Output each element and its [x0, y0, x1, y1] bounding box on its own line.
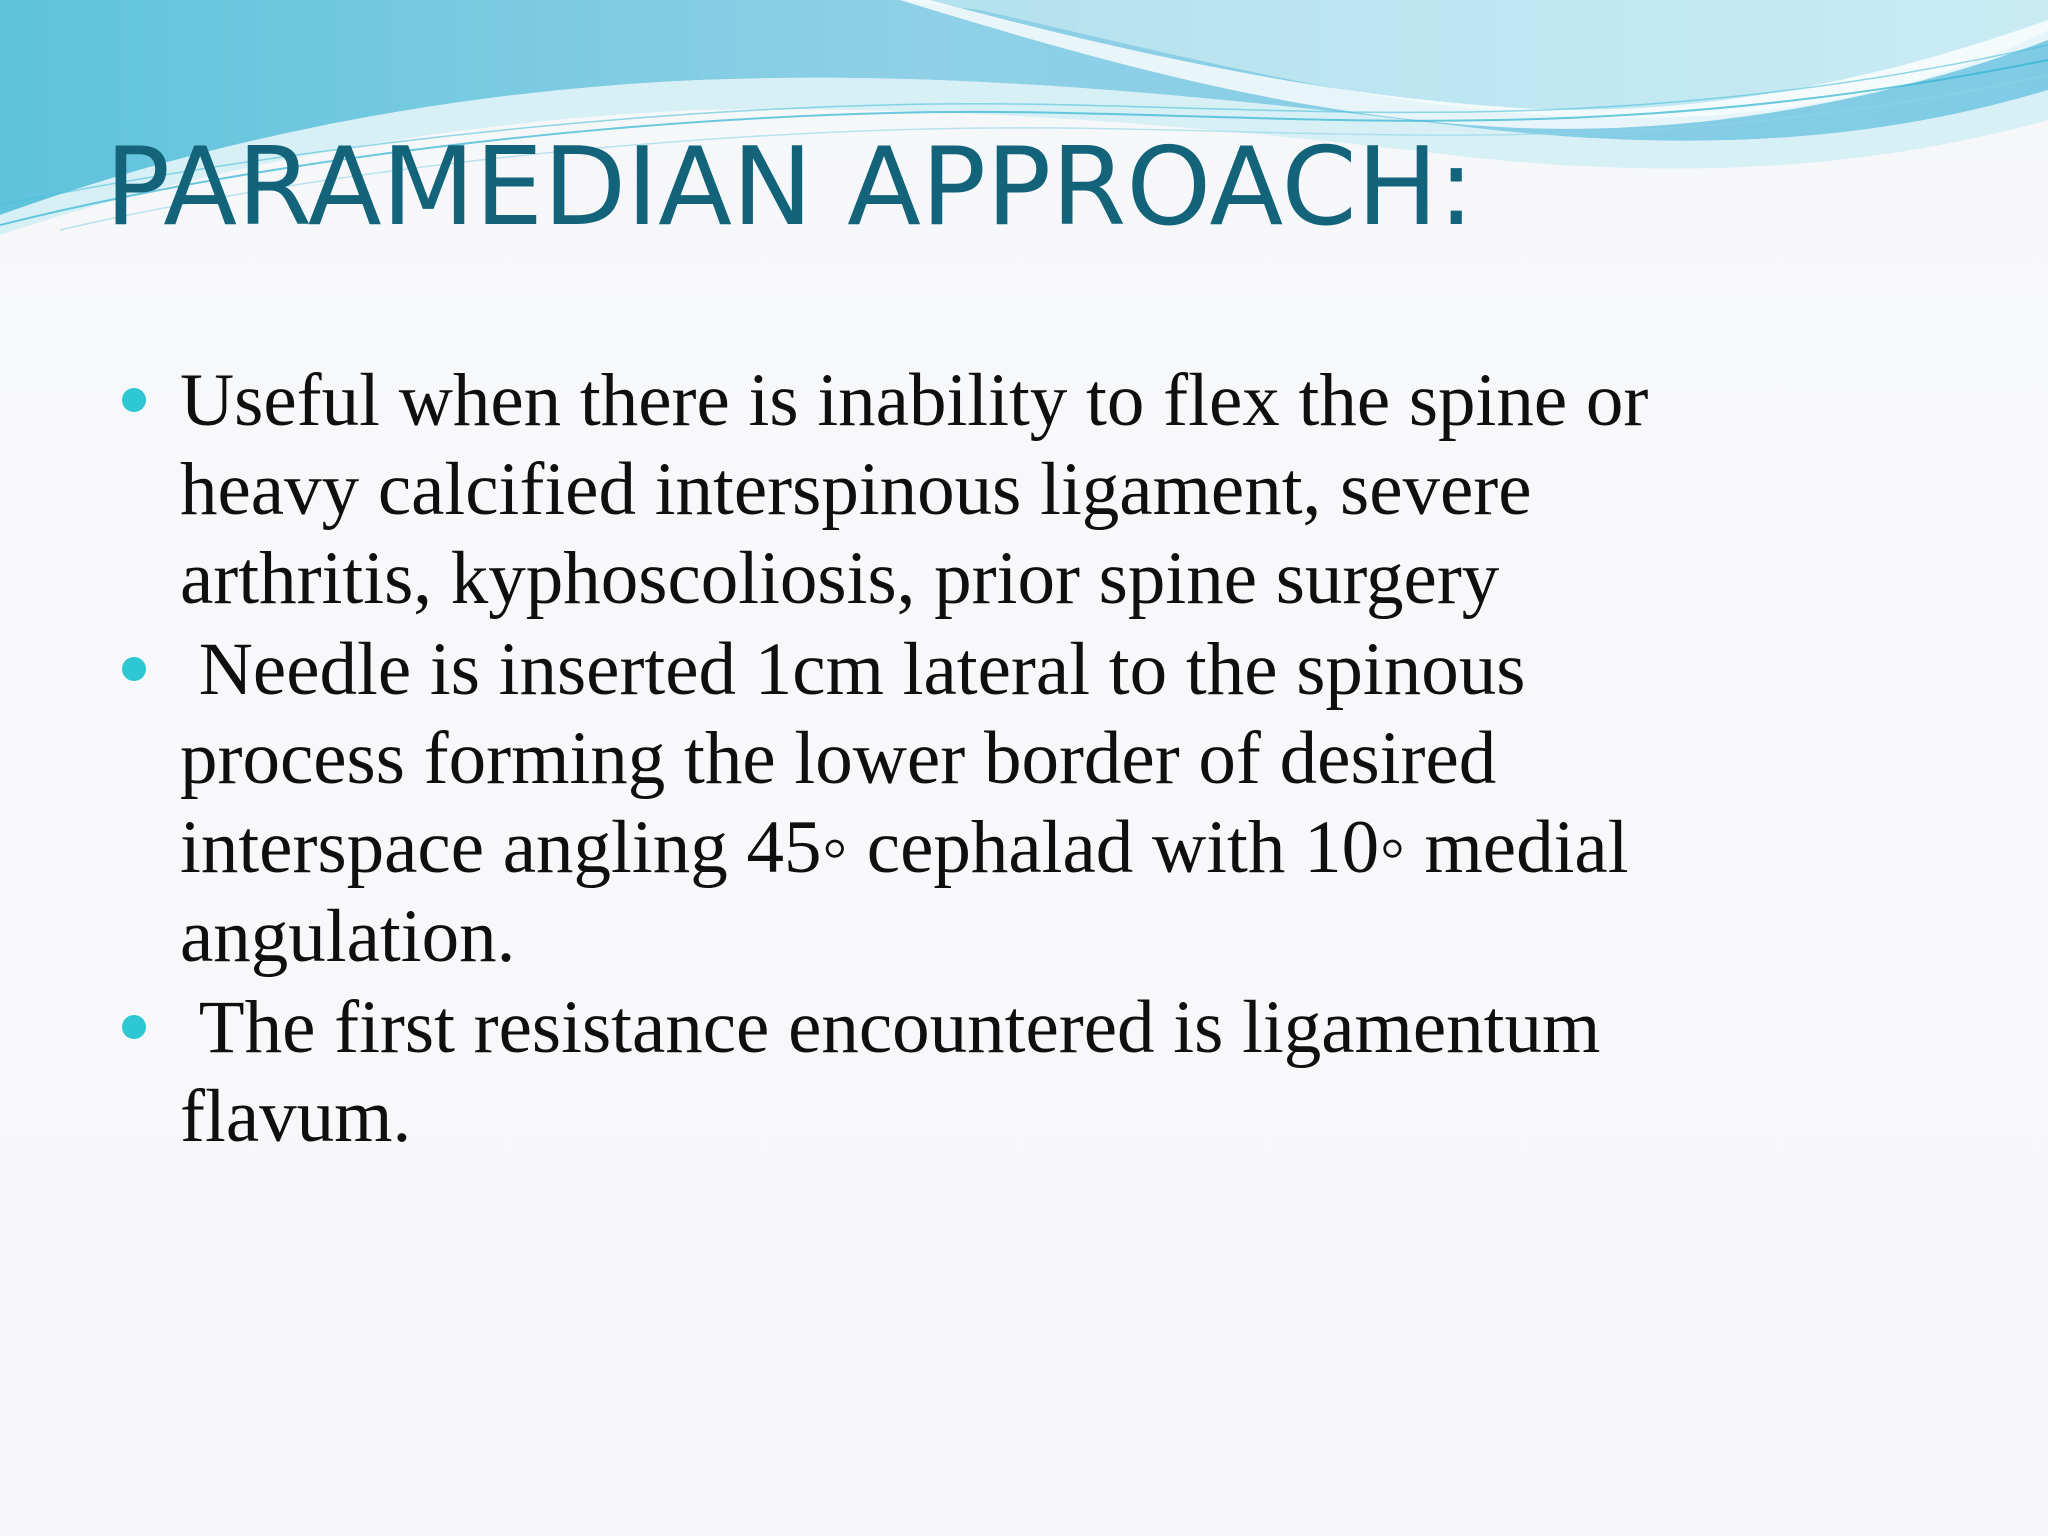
bullet-text: Needle is inserted 1cm lateral to the spinous process forming the lower border of desired interspace angling 45◦ cephalad with 10◦ medial angulation.	[180, 628, 1648, 978]
bullet-dot-icon	[122, 1015, 146, 1039]
bullet-text: Useful when there is inability to flex the spine or heavy calcified interspinous ligament, severe arthritis, kyphoscoliosis, prior spine surgery	[180, 359, 1649, 620]
bullet-dot-icon	[122, 657, 146, 681]
bullet-list	[118, 356, 1768, 1163]
bullet-dot-icon	[122, 388, 146, 412]
bullet-item	[118, 356, 1768, 623]
slide-title: PARAMEDIAN APPROACH:	[105, 125, 1475, 250]
bullet-text: The first resistance encountered is ligamentum flavum.	[180, 986, 1620, 1158]
bullet-item	[118, 625, 1768, 981]
bullet-item	[118, 983, 1768, 1161]
